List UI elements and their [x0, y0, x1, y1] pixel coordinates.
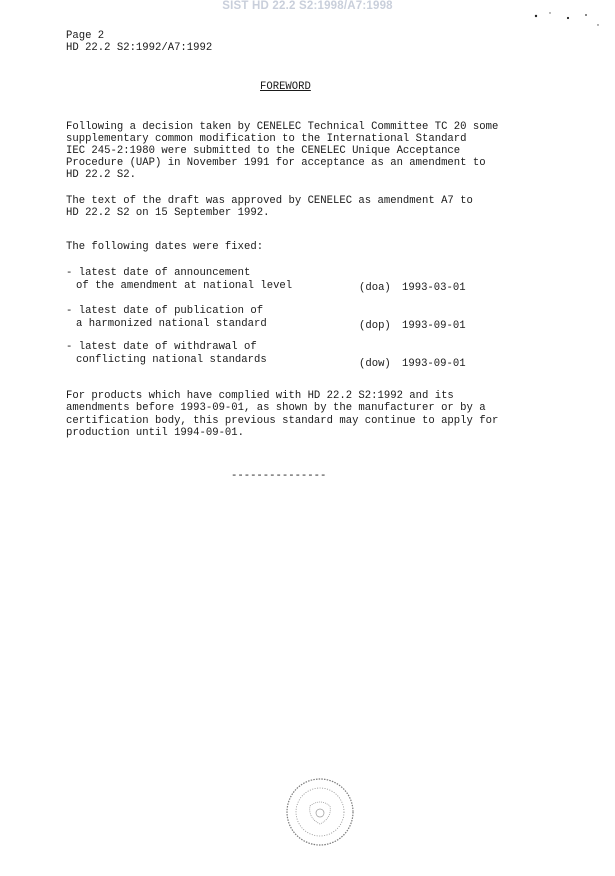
- para1-line: IEC 245-2:1980 were submitted to the CENELEC Unique Acceptance: [66, 145, 461, 157]
- date-entry-line1: - latest date of publication of: [66, 305, 264, 317]
- date-entry-line1: - latest date of withdrawal of: [66, 341, 257, 353]
- para3-line: For products which have complied with HD 22.2 S2:1992 and its: [66, 390, 454, 402]
- scan-specks: [532, 10, 612, 50]
- para3-line: production until 1994-09-01.: [66, 427, 245, 439]
- date-value: 1993-09-01: [402, 320, 466, 332]
- date-value: 1993-09-01: [402, 358, 466, 370]
- para2-line: HD 22.2 S2 on 15 September 1992.: [66, 207, 270, 219]
- para1-line: Procedure (UAP) in November 1991 for acceptance as an amendment to: [66, 157, 486, 169]
- official-seal-icon: [284, 776, 356, 848]
- para3-line: certification body, this previous standard may continue to apply for: [66, 415, 499, 427]
- date-entry-line2: conflicting national standards: [76, 354, 267, 366]
- page-number: Page 2: [66, 30, 105, 42]
- watermark: SIST HD 22.2 S2:1998/A7:1998: [222, 0, 393, 12]
- date-code: (doa): [359, 282, 391, 294]
- date-entry-line1: - latest date of announcement: [66, 267, 251, 279]
- para1-line: HD 22.2 S2.: [66, 169, 136, 181]
- date-value: 1993-03-01: [402, 282, 466, 294]
- document-reference: HD 22.2 S2:1992/A7:1992: [66, 42, 213, 54]
- dates-intro: The following dates were fixed:: [66, 241, 264, 253]
- foreword-title: FOREWORD: [260, 81, 311, 93]
- para1-line: supplementary common modification to the International Standard: [66, 133, 467, 145]
- date-code: (dow): [359, 358, 391, 370]
- date-entry-line2: of the amendment at national level: [76, 280, 293, 292]
- para3-line: amendments before 1993-09-01, as shown by the manufacturer or by a: [66, 402, 486, 414]
- date-entry-line2: a harmonized national standard: [76, 318, 267, 330]
- date-code: (dop): [359, 320, 391, 332]
- closing-rule: ---------------: [231, 470, 327, 482]
- para2-line: The text of the draft was approved by CENELEC as amendment A7 to: [66, 195, 473, 207]
- para1-line: Following a decision taken by CENELEC Technical Committee TC 20 some: [66, 121, 499, 133]
